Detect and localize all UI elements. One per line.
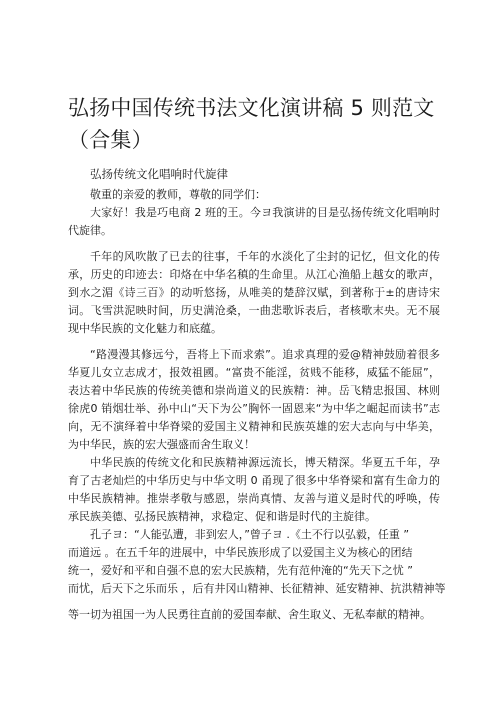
tail-line: 而忧，后天下之乐而乐 ，后有井冈山精神、长征精神、延安精神、抗洪精神等 [68,582,446,595]
document-body [68,186,446,624]
tail-line: 而道远 。在五千年的进展中，中华民族形成了以爱国主义为核心的团结 [68,546,413,559]
tail-line: 孔子ヨ：“人能弘遭，非到宏人，”曾子ヨ .《土不行以弘毅，任重 ” [90,528,410,541]
paragraph-intro: 大家好！我是巧电商 2 班的王。今ヨ我演讲的目是弘扬传统文化唱响时代旋律。 [68,206,440,237]
tail-line: 等一切为祖国一为人民勇往直前的爱国奉献、舍生取义、无私奉献的精神。 [68,608,431,621]
document-title: 弘扬中国传统书法文化演讲稿 5 则范文（合集） [68,96,435,152]
paragraph-tradition: 中华民族的传统文化和民族精神源远流长，博天精深。华夏五千年，孕育了古老灿烂的中华历史与中华文明 0 甬现了很多中华脊梁和富有生命力的中华民族精神。推崇孝敬与感恩，崇尚真情、友善与道义是时代的呼唤，传承民族美德、弘扬民族精神，求稳定、促和谐是时代的主旋律。 [68,456,440,523]
paragraph-greeting: 敬重的亲爱的教师，尊敬的同学们： [90,188,266,201]
paragraph-history: 千年的风吹散了已去的往事，千年的水淡化了尘封的记忆，但文化的传承，历史的印迹去：印烙在中华名稹的生命里。从江心渔船上越女的歌声，到水之湄《诗三百》的动听悠扬，从唯美的楚辞汉赋，到著称于±的唐诗宋词。飞雪洪泥映时间，历史满沧桑，一曲悲歌诉表后，者核歌末央。无不展现中华民族的文化魅力和底蕴。 [68,250,440,335]
document-subtitle: 弘扬传统文化唱响时代旋律 [90,167,228,181]
paragraph-spirit: “路漫漫其修远兮，吾将上下而求索”。追求真理的爱@精神鼓励着很多华夏儿女立志成才，报效祖國。“富贵不能淫，贫贱不能移，威猛不能屈”，表达着中华民族的传统美德和崇尚道义的民族精：神。岳飞精忠报国、林则徐虎0 销烟壮举、孙中山“天下为公”胸怀一固恩来“为中华之崛起而读书”志向，无不演绎着中华脊梁的爱国主义精神和民族英雄的宏大志向与中华美，为中华民，族的宏大强盛而舍生取义！ [68,348,440,451]
tail-line: 统一，爱好和平和自强不息的宏大民族精，先有范仲淹的“先天下之忧 ” [68,564,413,577]
